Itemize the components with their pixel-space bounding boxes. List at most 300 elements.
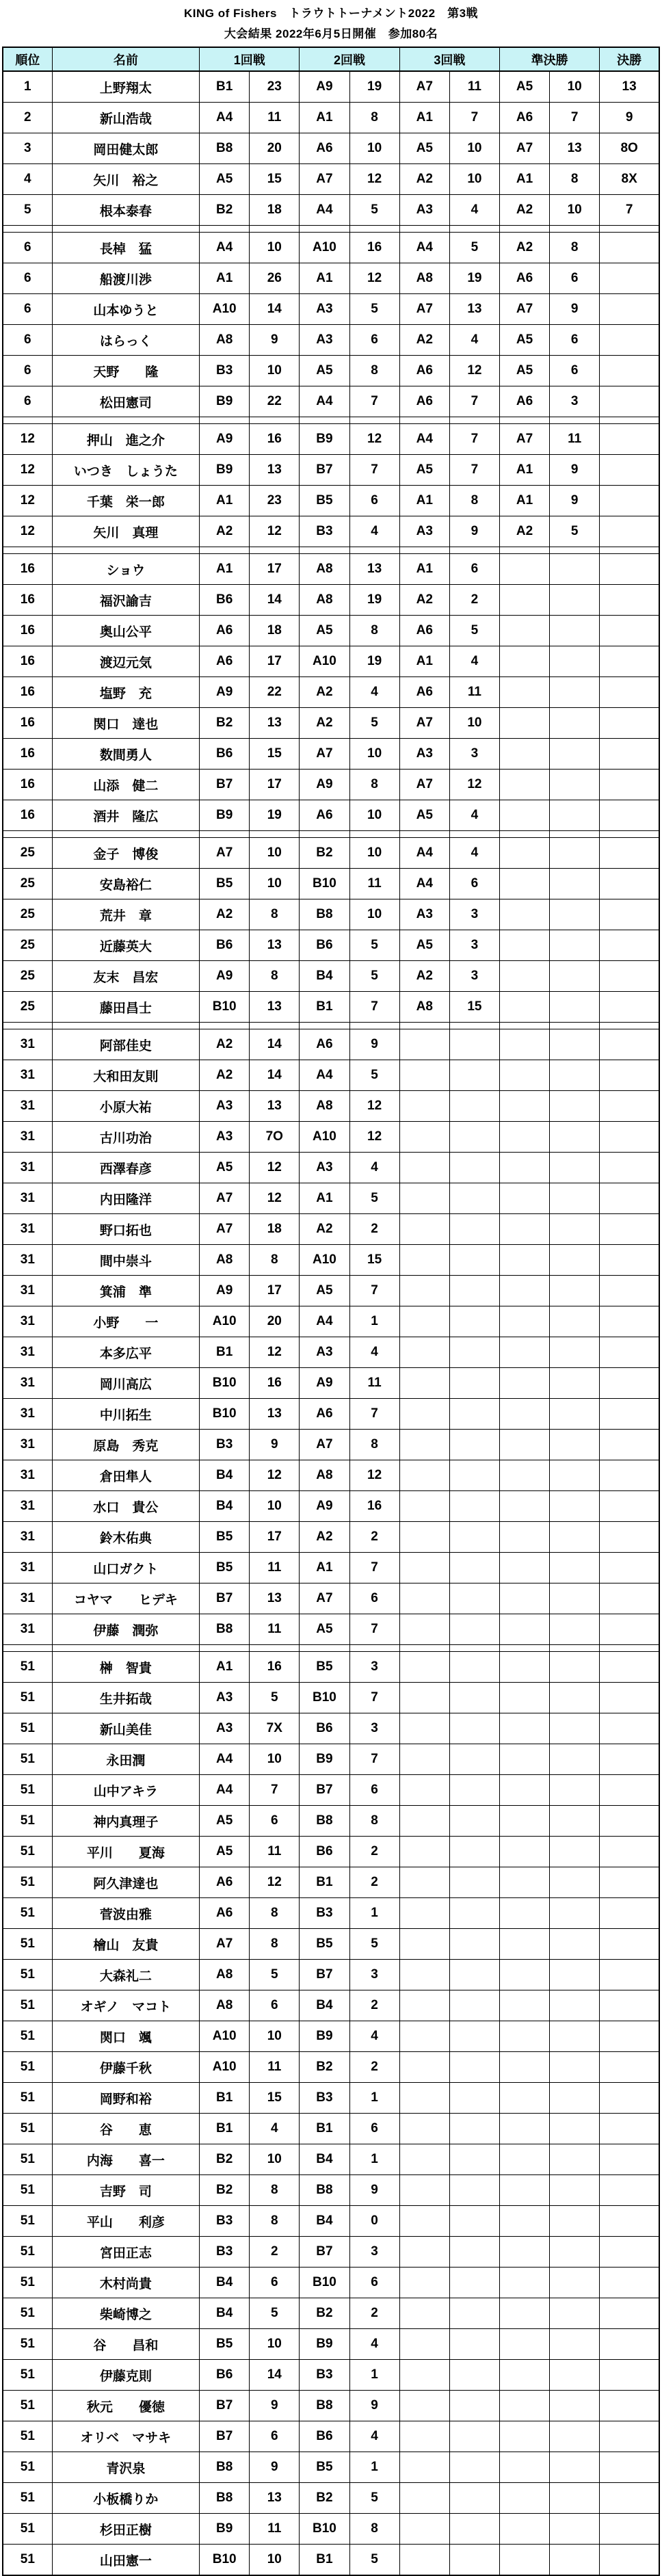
round2-score-cell: 0 bbox=[349, 2206, 399, 2237]
round1-score-cell: 12 bbox=[250, 1183, 300, 1214]
final-score-cell bbox=[600, 1583, 659, 1614]
round3-heat-cell bbox=[399, 1652, 449, 1683]
result-row bbox=[3, 1399, 659, 1430]
name-cell: 伊藤 潤弥 bbox=[52, 1614, 199, 1645]
rank-cell: 6 bbox=[3, 386, 52, 417]
rank-cell: 5 bbox=[3, 195, 52, 226]
round2-heat-cell: B6 bbox=[300, 1713, 349, 1744]
result-row bbox=[3, 739, 659, 770]
round3-heat-cell bbox=[399, 1060, 449, 1091]
round1-score-cell: 7 bbox=[250, 1775, 300, 1806]
result-row bbox=[3, 800, 659, 831]
round1-heat-cell: B1 bbox=[200, 2114, 250, 2144]
final-score-cell bbox=[600, 616, 659, 646]
round3-score-cell: 13 bbox=[449, 294, 499, 325]
result-row bbox=[3, 1091, 659, 1122]
result-row bbox=[3, 616, 659, 646]
round2-score-cell: 5 bbox=[349, 2545, 399, 2576]
semifinal-heat-cell: A5 bbox=[499, 71, 549, 103]
round2-heat-cell: B8 bbox=[300, 2391, 349, 2421]
round3-heat-cell bbox=[399, 1806, 449, 1837]
semifinal-heat-cell bbox=[499, 1775, 549, 1806]
round3-heat-cell: A6 bbox=[399, 616, 449, 646]
separator-cell bbox=[52, 1645, 199, 1652]
round2-score-cell: 2 bbox=[349, 1522, 399, 1553]
round3-heat-cell bbox=[399, 1990, 449, 2021]
round3-score-cell: 7 bbox=[449, 103, 499, 133]
round2-score-cell: 10 bbox=[349, 800, 399, 831]
round1-score-cell: 10 bbox=[250, 2144, 300, 2175]
final-score-cell bbox=[600, 869, 659, 899]
round3-heat-cell bbox=[399, 1276, 449, 1306]
name-cell: 本多広平 bbox=[52, 1337, 199, 1368]
name-cell: 根本泰春 bbox=[52, 195, 199, 226]
final-score-cell bbox=[600, 2144, 659, 2175]
name-cell: 藤田昌士 bbox=[52, 992, 199, 1023]
name-cell: 生井拓哉 bbox=[52, 1683, 199, 1713]
round1-heat-cell: A6 bbox=[200, 616, 250, 646]
group-separator-row bbox=[3, 547, 659, 554]
round2-score-cell: 12 bbox=[349, 1460, 399, 1491]
round2-score-cell: 5 bbox=[349, 1060, 399, 1091]
round2-score-cell: 2 bbox=[349, 1990, 399, 2021]
name-cell: 新山浩哉 bbox=[52, 103, 199, 133]
round1-score-cell: 6 bbox=[250, 2268, 300, 2298]
final-score-cell bbox=[600, 2114, 659, 2144]
final-score-cell bbox=[600, 1214, 659, 1245]
name-cell: 数間勇人 bbox=[52, 739, 199, 770]
semifinal-score-cell bbox=[550, 708, 600, 739]
final-score-cell bbox=[600, 1806, 659, 1837]
round1-heat-cell: B10 bbox=[200, 1399, 250, 1430]
semifinal-score-cell bbox=[550, 2175, 600, 2206]
round1-score-cell: 14 bbox=[250, 1060, 300, 1091]
round2-heat-cell: B6 bbox=[300, 1837, 349, 1867]
round3-score-cell bbox=[449, 2360, 499, 2391]
round3-heat-cell bbox=[399, 1583, 449, 1614]
final-score-cell bbox=[600, 386, 659, 417]
round3-score-cell bbox=[449, 2545, 499, 2576]
final-score-cell bbox=[600, 1153, 659, 1183]
semifinal-heat-cell: A5 bbox=[499, 356, 549, 386]
name-cell: 上野翔太 bbox=[52, 71, 199, 103]
result-row bbox=[3, 71, 659, 103]
semifinal-score-cell bbox=[550, 616, 600, 646]
round2-score-cell: 12 bbox=[349, 424, 399, 455]
round1-heat-cell: B8 bbox=[200, 133, 250, 164]
round2-score-cell: 10 bbox=[349, 838, 399, 869]
round3-heat-cell: A7 bbox=[399, 770, 449, 800]
semifinal-heat-cell bbox=[499, 1929, 549, 1960]
round2-heat-cell: B3 bbox=[300, 1898, 349, 1929]
round2-heat-cell: B10 bbox=[300, 1683, 349, 1713]
final-score-cell bbox=[600, 1652, 659, 1683]
result-row bbox=[3, 1337, 659, 1368]
round3-score-cell bbox=[449, 1153, 499, 1183]
round2-heat-cell: A6 bbox=[300, 133, 349, 164]
result-row bbox=[3, 1990, 659, 2021]
separator-cell bbox=[250, 417, 300, 424]
round1-score-cell: 10 bbox=[250, 2329, 300, 2360]
round3-score-cell bbox=[449, 1960, 499, 1990]
round1-heat-cell: A4 bbox=[200, 103, 250, 133]
rank-cell: 51 bbox=[3, 1806, 52, 1837]
semifinal-score-cell bbox=[550, 2452, 600, 2483]
round1-heat-cell: B7 bbox=[200, 2391, 250, 2421]
round1-heat-cell: B9 bbox=[200, 455, 250, 486]
final-score-cell bbox=[600, 1522, 659, 1553]
result-row bbox=[3, 2175, 659, 2206]
round3-heat-cell bbox=[399, 2114, 449, 2144]
semifinal-score-cell bbox=[550, 869, 600, 899]
round3-heat-cell bbox=[399, 2083, 449, 2114]
round3-score-cell bbox=[449, 1522, 499, 1553]
round1-score-cell: 2 bbox=[250, 2237, 300, 2268]
result-row bbox=[3, 2083, 659, 2114]
round3-heat-cell: A6 bbox=[399, 677, 449, 708]
round2-heat-cell: B9 bbox=[300, 2021, 349, 2052]
round3-heat-cell: A5 bbox=[399, 455, 449, 486]
rank-cell: 31 bbox=[3, 1368, 52, 1399]
round1-score-cell: 12 bbox=[250, 1153, 300, 1183]
round3-score-cell: 5 bbox=[449, 233, 499, 263]
rank-cell: 1 bbox=[3, 71, 52, 103]
separator-cell bbox=[550, 547, 600, 554]
semifinal-score-cell bbox=[550, 899, 600, 930]
semifinal-heat-cell bbox=[499, 2452, 549, 2483]
round2-score-cell: 9 bbox=[349, 1029, 399, 1060]
semifinal-score-cell bbox=[550, 1775, 600, 1806]
round2-heat-cell: B1 bbox=[300, 2545, 349, 2576]
final-score-cell bbox=[600, 1306, 659, 1337]
semifinal-heat-cell bbox=[499, 677, 549, 708]
round1-score-cell: 15 bbox=[250, 739, 300, 770]
round2-heat-cell: B6 bbox=[300, 2421, 349, 2452]
round3-score-cell: 4 bbox=[449, 325, 499, 356]
round3-score-cell bbox=[449, 1214, 499, 1245]
round3-score-cell: 10 bbox=[449, 708, 499, 739]
result-row bbox=[3, 2421, 659, 2452]
semifinal-score-cell bbox=[550, 1060, 600, 1091]
semifinal-heat-cell: A7 bbox=[499, 294, 549, 325]
round3-score-cell: 11 bbox=[449, 677, 499, 708]
round3-heat-cell bbox=[399, 1744, 449, 1775]
round1-heat-cell: B7 bbox=[200, 1583, 250, 1614]
round3-score-cell: 6 bbox=[449, 869, 499, 899]
round2-heat-cell: B1 bbox=[300, 2114, 349, 2144]
semifinal-heat-cell bbox=[499, 770, 549, 800]
semifinal-score-cell bbox=[550, 2298, 600, 2329]
separator-cell bbox=[600, 831, 659, 838]
semifinal-score-cell bbox=[550, 2391, 600, 2421]
final-score-cell bbox=[600, 899, 659, 930]
round3-heat-cell bbox=[399, 1430, 449, 1460]
round2-score-cell: 6 bbox=[349, 2114, 399, 2144]
round1-heat-cell: B5 bbox=[200, 1522, 250, 1553]
rank-cell: 51 bbox=[3, 1652, 52, 1683]
round1-score-cell: 10 bbox=[250, 233, 300, 263]
result-row bbox=[3, 2360, 659, 2391]
round2-score-cell: 7 bbox=[349, 1276, 399, 1306]
final-score-cell bbox=[600, 1553, 659, 1583]
round1-heat-cell: B10 bbox=[200, 2545, 250, 2576]
name-cell: いつき しょうた bbox=[52, 455, 199, 486]
semifinal-heat-cell: A7 bbox=[499, 133, 549, 164]
rank-cell: 51 bbox=[3, 2114, 52, 2144]
group-separator-row bbox=[3, 1645, 659, 1652]
header-round2: 2回戦 bbox=[300, 47, 399, 71]
round1-heat-cell: A1 bbox=[200, 263, 250, 294]
round1-heat-cell: A2 bbox=[200, 899, 250, 930]
round2-score-cell: 12 bbox=[349, 263, 399, 294]
round1-score-cell: 17 bbox=[250, 554, 300, 585]
semifinal-score-cell: 9 bbox=[550, 486, 600, 516]
rank-cell: 51 bbox=[3, 2175, 52, 2206]
result-row bbox=[3, 1553, 659, 1583]
round2-score-cell: 4 bbox=[349, 2021, 399, 2052]
rank-cell: 51 bbox=[3, 2052, 52, 2083]
round1-heat-cell: B6 bbox=[200, 585, 250, 616]
semifinal-score-cell bbox=[550, 1245, 600, 1276]
result-row bbox=[3, 770, 659, 800]
semifinal-score-cell bbox=[550, 1337, 600, 1368]
round1-score-cell: 14 bbox=[250, 1029, 300, 1060]
round1-score-cell: 9 bbox=[250, 325, 300, 356]
final-score-cell bbox=[600, 233, 659, 263]
round3-score-cell bbox=[449, 2114, 499, 2144]
name-cell: 矢川 裕之 bbox=[52, 164, 199, 195]
name-cell: 木村尚貴 bbox=[52, 2268, 199, 2298]
separator-cell bbox=[250, 1023, 300, 1029]
separator-cell bbox=[200, 1645, 250, 1652]
round3-score-cell bbox=[449, 1683, 499, 1713]
separator-cell bbox=[449, 1645, 499, 1652]
round3-heat-cell bbox=[399, 1460, 449, 1491]
round1-heat-cell: B2 bbox=[200, 195, 250, 226]
result-row bbox=[3, 1929, 659, 1960]
semifinal-score-cell: 8 bbox=[550, 164, 600, 195]
round1-heat-cell: B9 bbox=[200, 386, 250, 417]
round1-score-cell: 13 bbox=[250, 1399, 300, 1430]
round2-heat-cell: B7 bbox=[300, 1960, 349, 1990]
rank-cell: 16 bbox=[3, 708, 52, 739]
round1-score-cell: 8 bbox=[250, 2175, 300, 2206]
round1-heat-cell: B9 bbox=[200, 800, 250, 831]
separator-cell bbox=[399, 831, 449, 838]
round1-heat-cell: B2 bbox=[200, 708, 250, 739]
semifinal-score-cell bbox=[550, 770, 600, 800]
final-score-cell bbox=[600, 2514, 659, 2545]
separator-cell bbox=[550, 1023, 600, 1029]
rank-cell: 16 bbox=[3, 585, 52, 616]
round2-score-cell: 3 bbox=[349, 1960, 399, 1990]
separator-cell bbox=[300, 831, 349, 838]
final-score-cell bbox=[600, 961, 659, 992]
result-row bbox=[3, 1522, 659, 1553]
semifinal-heat-cell bbox=[499, 1990, 549, 2021]
result-row bbox=[3, 2021, 659, 2052]
result-row bbox=[3, 1744, 659, 1775]
round3-score-cell bbox=[449, 1614, 499, 1645]
header-rank: 順位 bbox=[3, 47, 52, 71]
semifinal-heat-cell bbox=[499, 1491, 549, 1522]
final-score-cell bbox=[600, 1614, 659, 1645]
round3-score-cell bbox=[449, 2483, 499, 2514]
round2-score-cell: 6 bbox=[349, 486, 399, 516]
result-row bbox=[3, 1614, 659, 1645]
round2-score-cell: 1 bbox=[349, 2360, 399, 2391]
rank-cell: 51 bbox=[3, 2144, 52, 2175]
page-title: KING of Fishers トラウトトーナメント2022 第3戦 bbox=[183, 7, 479, 20]
semifinal-score-cell: 3 bbox=[550, 386, 600, 417]
semifinal-heat-cell: A1 bbox=[499, 164, 549, 195]
semifinal-heat-cell bbox=[499, 2514, 549, 2545]
results-tbody bbox=[3, 71, 659, 2575]
round2-score-cell: 8 bbox=[349, 2514, 399, 2545]
rank-cell: 3 bbox=[3, 133, 52, 164]
round3-score-cell: 3 bbox=[449, 739, 499, 770]
separator-cell bbox=[550, 417, 600, 424]
semifinal-score-cell bbox=[550, 1122, 600, 1153]
round2-heat-cell: A10 bbox=[300, 1122, 349, 1153]
rank-cell: 31 bbox=[3, 1522, 52, 1553]
round2-score-cell: 8 bbox=[349, 1430, 399, 1460]
name-cell: 檜山 友貴 bbox=[52, 1929, 199, 1960]
round3-heat-cell bbox=[399, 1368, 449, 1399]
round3-heat-cell bbox=[399, 1399, 449, 1430]
round3-score-cell bbox=[449, 1929, 499, 1960]
semifinal-heat-cell bbox=[499, 2268, 549, 2298]
final-score-cell: 13 bbox=[600, 71, 659, 103]
separator-cell bbox=[200, 417, 250, 424]
name-cell: 押山 進之介 bbox=[52, 424, 199, 455]
name-cell: ショウ bbox=[52, 554, 199, 585]
final-score-cell bbox=[600, 800, 659, 831]
semifinal-score-cell bbox=[550, 1990, 600, 2021]
round3-heat-cell: A3 bbox=[399, 899, 449, 930]
name-cell: 岡野和裕 bbox=[52, 2083, 199, 2114]
round2-heat-cell: B3 bbox=[300, 516, 349, 547]
semifinal-heat-cell bbox=[499, 1713, 549, 1744]
separator-cell bbox=[250, 547, 300, 554]
semifinal-score-cell bbox=[550, 1837, 600, 1867]
round1-score-cell: 19 bbox=[250, 800, 300, 831]
name-cell: 関口 颯 bbox=[52, 2021, 199, 2052]
separator-cell bbox=[600, 417, 659, 424]
semifinal-heat-cell bbox=[499, 2329, 549, 2360]
semifinal-heat-cell bbox=[499, 1091, 549, 1122]
round2-score-cell: 12 bbox=[349, 1091, 399, 1122]
round3-score-cell: 8 bbox=[449, 486, 499, 516]
round3-heat-cell bbox=[399, 2206, 449, 2237]
semifinal-heat-cell bbox=[499, 1837, 549, 1867]
result-row bbox=[3, 2452, 659, 2483]
round1-heat-cell: B1 bbox=[200, 2083, 250, 2114]
round2-heat-cell: B4 bbox=[300, 1990, 349, 2021]
semifinal-score-cell bbox=[550, 1183, 600, 1214]
separator-cell bbox=[52, 1023, 199, 1029]
round3-score-cell bbox=[449, 1990, 499, 2021]
round1-heat-cell: A3 bbox=[200, 1122, 250, 1153]
round1-heat-cell: B2 bbox=[200, 2175, 250, 2206]
separator-cell bbox=[3, 1645, 52, 1652]
round1-score-cell: 10 bbox=[250, 1744, 300, 1775]
semifinal-score-cell bbox=[550, 961, 600, 992]
semifinal-heat-cell bbox=[499, 1683, 549, 1713]
name-cell: 矢川 真理 bbox=[52, 516, 199, 547]
round1-score-cell: 13 bbox=[250, 2483, 300, 2514]
round2-score-cell: 5 bbox=[349, 195, 399, 226]
round2-score-cell: 3 bbox=[349, 1713, 399, 1744]
rank-cell: 12 bbox=[3, 424, 52, 455]
separator-cell bbox=[52, 226, 199, 233]
result-row bbox=[3, 2268, 659, 2298]
separator-cell bbox=[449, 547, 499, 554]
round2-score-cell: 5 bbox=[349, 708, 399, 739]
round2-heat-cell: A8 bbox=[300, 585, 349, 616]
semifinal-heat-cell: A2 bbox=[499, 233, 549, 263]
round2-heat-cell: A2 bbox=[300, 1522, 349, 1553]
round2-score-cell: 1 bbox=[349, 1306, 399, 1337]
result-row bbox=[3, 2206, 659, 2237]
round1-score-cell: 10 bbox=[250, 2021, 300, 2052]
semifinal-heat-cell bbox=[499, 2483, 549, 2514]
title-block bbox=[0, 0, 662, 44]
round3-score-cell bbox=[449, 2052, 499, 2083]
result-row bbox=[3, 486, 659, 516]
name-cell: コヤマ ヒデキ bbox=[52, 1583, 199, 1614]
round1-heat-cell: A7 bbox=[200, 1183, 250, 1214]
round2-score-cell: 9 bbox=[349, 2391, 399, 2421]
semifinal-heat-cell: A6 bbox=[499, 386, 549, 417]
name-cell: 松田憲司 bbox=[52, 386, 199, 417]
round1-heat-cell: B5 bbox=[200, 1553, 250, 1583]
name-cell: 柴崎博之 bbox=[52, 2298, 199, 2329]
round2-score-cell: 16 bbox=[349, 1491, 399, 1522]
round1-heat-cell: A7 bbox=[200, 1214, 250, 1245]
round2-heat-cell: A7 bbox=[300, 1583, 349, 1614]
final-score-cell: 8X bbox=[600, 164, 659, 195]
semifinal-heat-cell: A2 bbox=[499, 516, 549, 547]
result-row bbox=[3, 899, 659, 930]
round3-score-cell bbox=[449, 1837, 499, 1867]
separator-cell bbox=[349, 417, 399, 424]
name-cell: 倉田隼人 bbox=[52, 1460, 199, 1491]
round3-score-cell bbox=[449, 1713, 499, 1744]
round2-heat-cell: A2 bbox=[300, 708, 349, 739]
result-row bbox=[3, 2052, 659, 2083]
round2-heat-cell: B6 bbox=[300, 930, 349, 961]
semifinal-heat-cell bbox=[499, 1553, 549, 1583]
round1-score-cell: 8 bbox=[250, 1929, 300, 1960]
round2-heat-cell: B3 bbox=[300, 2083, 349, 2114]
round3-heat-cell: A3 bbox=[399, 516, 449, 547]
round3-heat-cell: A4 bbox=[399, 424, 449, 455]
semifinal-score-cell bbox=[550, 2206, 600, 2237]
round1-heat-cell: B5 bbox=[200, 869, 250, 899]
round3-heat-cell bbox=[399, 1337, 449, 1368]
round2-score-cell: 19 bbox=[349, 71, 399, 103]
final-score-cell bbox=[600, 1867, 659, 1898]
round2-heat-cell: A4 bbox=[300, 386, 349, 417]
rank-cell: 6 bbox=[3, 325, 52, 356]
rank-cell: 4 bbox=[3, 164, 52, 195]
round2-heat-cell: A5 bbox=[300, 1276, 349, 1306]
header-round1: 1回戦 bbox=[200, 47, 300, 71]
result-row bbox=[3, 2391, 659, 2421]
round2-heat-cell: A5 bbox=[300, 616, 349, 646]
separator-cell bbox=[200, 547, 250, 554]
